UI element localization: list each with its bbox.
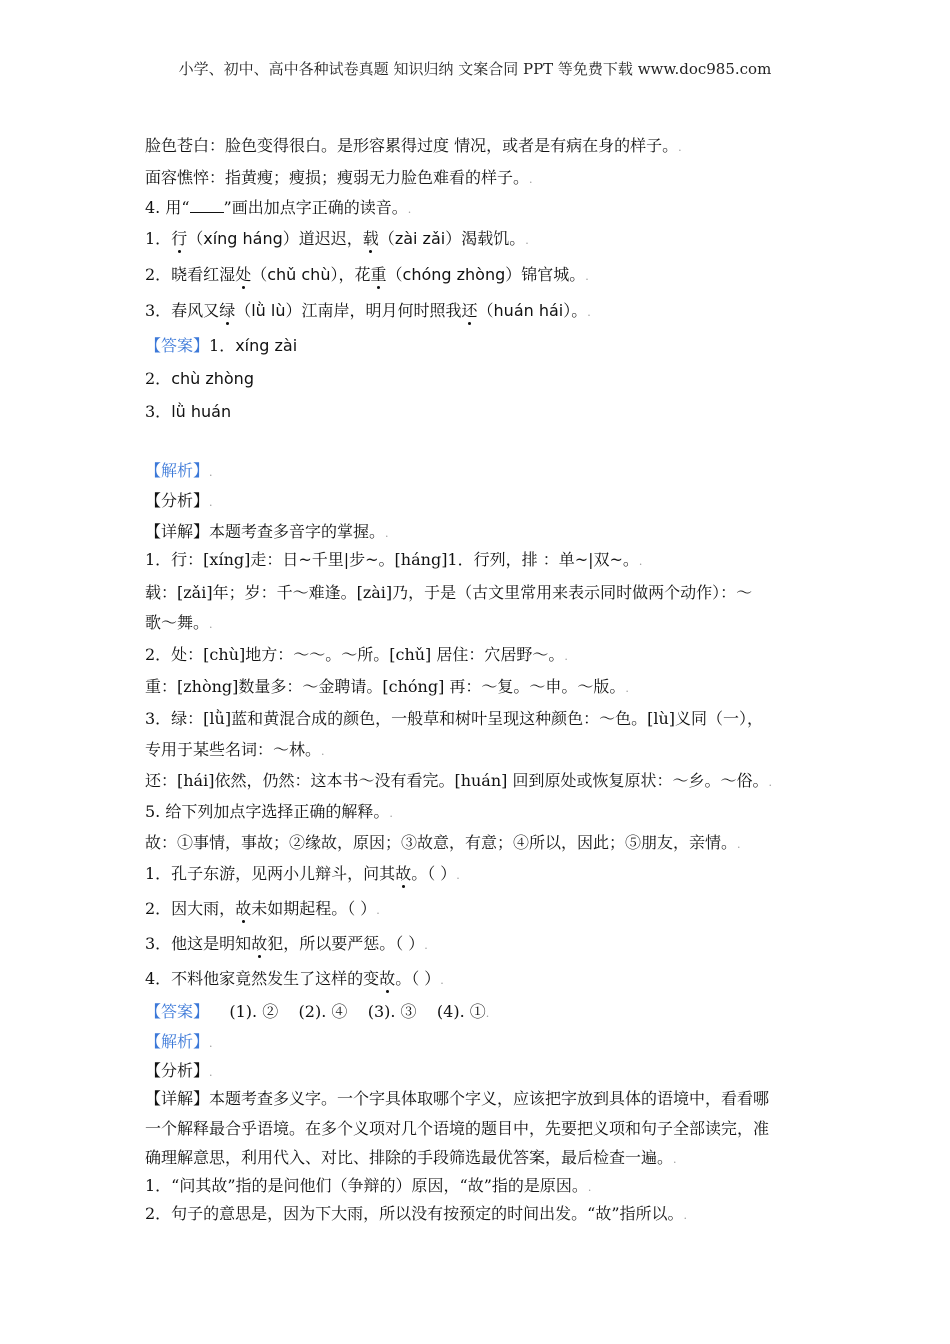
analysis-line-zhong: 重：[zhòng]数量多：～金聘请。[chóng] 再：～复。～申。～版。. [145, 677, 629, 696]
analysis-line-xing: 1．行：[xíng]走：日~千里|步~。[háng]1．行列，排 ：单~|双~。. [145, 550, 643, 569]
definition-haggard: 面容憔悴：指黄瘦；瘦损；瘦弱无力脸色难看的样子。. [145, 168, 533, 187]
question-5-item-2: 2．因大雨，故未如期起程。（ ）. [145, 899, 380, 918]
answer-4-line-1: 【答案】1．xíng zài [145, 336, 298, 355]
analysis-5-detail-3: 确理解意思，利用代入、对比、排除的手段筛选最优答案，最后检查一遍。. [145, 1148, 677, 1167]
question-5-options: 故：①事情，事故；②缘故，原因；③故意，有意；④所以，因此；⑤朋友，亲情。. [145, 833, 741, 852]
analysis-5-detail-1: 【详解】本题考查多义字。一个字具体取哪个字义，应该把字放到具体的语境中，看看哪 [145, 1089, 770, 1108]
dotted-char: 故 [235, 899, 252, 918]
analysis-line-lv-cont: 专用于某些名词：～林。. [145, 740, 325, 759]
dotted-char: 重 [370, 265, 387, 284]
analysis-line-zai-cont: 歌～舞。. [145, 613, 213, 632]
definition-pale: 脸色苍白：脸色变得很白。是形容累得过度 情况，或者是有病在身的样子。. [145, 136, 682, 155]
question-4-item-3: 3．春风又绿（lǜ lù）江南岸，明月何时照我还（huán hái）。. [145, 301, 591, 320]
underline-blank [190, 200, 224, 213]
page-header: 小学、初中、高中各种试卷真题 知识归纳 文案合同 PPT 等免费下载 www.doc985.com [178, 60, 772, 78]
answer-label: 【答案】 [145, 336, 210, 355]
question-4-item-1: 1．行（xíng háng）道迟迟，载（zài zǎi）渴载饥。. [145, 229, 529, 248]
dotted-char: 故 [395, 864, 412, 883]
dotted-char: 还 [461, 301, 478, 320]
answer-5: 【答案】 (1). ② (2). ④ (3). ③ (4). ①. [145, 1002, 490, 1021]
question-4-item-2: 2．晓看红湿处（chǔ chù），花重（chóng zhòng）锦官城。. [145, 265, 589, 284]
analysis-label: 【解析】. [145, 461, 213, 480]
dotted-char: 绿 [219, 301, 236, 320]
answer-4-line-2: 2．chù zhòng [145, 369, 254, 388]
analysis-5-point-2: 2．句子的意思是，因为下大雨，所以没有按预定的时间出发。“故”指所以。. [145, 1204, 688, 1223]
dotted-char: 载 [362, 229, 379, 248]
answer-label: 【答案】 [145, 1002, 210, 1021]
analysis-detail: 【详解】本题考查多音字的掌握。. [145, 522, 389, 541]
analysis-5-label: 【解析】. [145, 1032, 213, 1051]
dotted-char: 行 [171, 229, 188, 248]
analysis-fenxi: 【分析】. [145, 491, 213, 510]
analysis-line-zai: 载：[zǎi]年；岁：千～难逢。[zài]乃，于是（古文里常用来表示同时做两个动作）：～ [145, 583, 753, 602]
dotted-char: 处 [235, 265, 252, 284]
question-5-item-4: 4．不料他家竟然发生了这样的变故。（ ）. [145, 969, 444, 988]
dotted-char: 故 [379, 969, 396, 988]
analysis-5-detail-2: 一个解释最合乎语境。在多个义项对几个语境的题目中，先要把义项和句子全部读完，准 [145, 1119, 770, 1138]
question-4-title: 4. 用“ ”画出加点字正确的读音。. [145, 198, 412, 217]
analysis-line-lv: 3．绿：[lǜ]蓝和黄混合成的颜色，一般草和树叶呈现这种颜色：～色。[lù]义同（一）， [145, 709, 763, 728]
question-5-item-1: 1．孔子东游，见两小儿辩斗，问其故。（ ）. [145, 864, 460, 883]
analysis-5-fenxi: 【分析】. [145, 1061, 213, 1080]
question-5-title: 5. 给下列加点字选择正确的解释。. [145, 802, 393, 821]
dotted-char: 故 [251, 934, 268, 953]
question-5-item-3: 3．他这是明知故犯，所以要严惩。（ ）. [145, 934, 428, 953]
analysis-line-chu: 2．处：[chù]地方：～～。～所。[chǔ] 居住：穴居野～。. [145, 645, 568, 664]
answer-4-line-3: 3．lǜ huán [145, 402, 232, 421]
analysis-line-huan: 还：[hái]依然，仍然：这本书～没有看完。[huán] 回到原处或恢复原状：～乡。～俗。. [145, 771, 772, 790]
analysis-5-point-1: 1．“问其故”指的是问他们（争辩的）原因，“故”指的是原因。. [145, 1176, 592, 1195]
